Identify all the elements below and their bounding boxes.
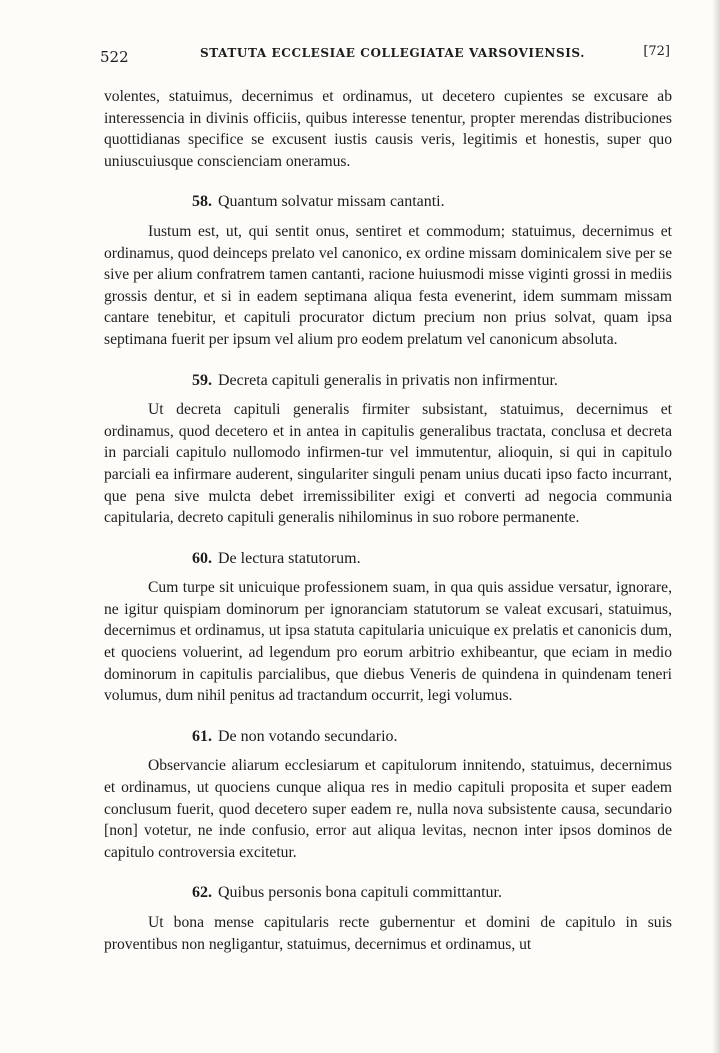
section-heading-60 (192, 548, 672, 570)
page-number: 522 (100, 48, 129, 66)
section-title: Quibus personis bona capituli committantur. (218, 884, 502, 902)
section-number: 62. (192, 884, 212, 902)
section-text-59: Ut decreta capituli generalis firmiter subsistant, statuimus, decernimus et ordinamus, quod decetero et in antea in capitulis generalibus tractata, conclusa et decreta in parciali capitulo nullomodo infirmen-tur vel immutentur, alioquin, si qui in capitulo parciali ea infirmare auderent, singulariter singuli penam unius ducati ipso facto incurrant, que pena sive mulcta debet irremissibiliter exigi et converti ad negocia communia capitularia, decreto capituli generalis nihilominus in suo robore permanente. (104, 401, 672, 527)
page-header (100, 44, 670, 64)
section-title: De non votando secundario. (218, 727, 398, 745)
section-heading-62 (192, 882, 672, 904)
section-text-62: Ut bona mense capitularis recte gubernentur et domini de capitulo in suis proventibus non negligantur, statuimus, decernimus et ordinamus, ut (104, 914, 672, 953)
section-text-58: Iustum est, ut, qui sentit onus, sentiret et commodum; statuimus, decernimus et ordinamus, quod deinceps prelato vel canonico, ex ordine missam dominicalem sive per se sive per alium confratrem tamen cantanti, racione huiusmodi misse viginti grossi in mediis grossis dentur, et si in eadem septimana aliqua festa evenerint, idem summam missam cantare tenebitur, et capituli procurator dictum precium non prius solvat, quam ipsa septimana fuerit per ipsum vel alium pro eodem prelatum vel canonicum absoluta. (104, 222, 672, 348)
section-text-60: Cum turpe sit unicuique professionem suam, in qua quis assidue versatur, ignorare, ne igitur quispiam dominorum per ignoranciam statutorum se valeat excusari, statuimus, decernimus et ordinamus, ut ipsa statuta capitularia unicuique ex prelatis et canonicis dum, et quociens voluerint, ad legendum pro eorum arbitrio exhibeantur, que eciam in medio dominorum in capitulis parcialibus, que diebus Veneris de quindena in quindenam teneri volumus, dum nihil penitus ad tractandum occurrit, legi volumus. (104, 579, 672, 705)
section-heading-61 (192, 726, 672, 748)
section-heading-59 (192, 370, 672, 392)
section-title: Quantum solvatur missam cantanti. (218, 193, 445, 211)
bracket-number: [72] (643, 44, 670, 59)
opening-paragraph: volentes, statuimus, decernimus et ordinamus, ut decetero cupientes se excusare ab interessencia in divinis officiis, quibus interesse tenentur, propter merendas distribuciones quottidianas specifice se excusent iustis causis veris, legitimis et honestis, super quo uniuscuiusque conscienciam oneramus. (104, 88, 672, 170)
section-text-61: Observancie aliarum ecclesiarum et capitulorum innitendo, statuimus, decernimus et ordinamus, ut quociens cunque aliqua res in medio capituli proposita et super eadem conclusum fuerit, quod decetero super eadem re, nulla nova subsistente causa, secundario [non] votetur, ne inde confusio, error aut aliqua levitas, necnon inter ipsos dominos de capitulo controversia excitetur. (104, 757, 672, 861)
page-edge-shadow (712, 0, 720, 1053)
running-title: STATUTA ECCLESIAE COLLEGIATAE VARSOVIENSIS. (200, 46, 586, 60)
section-title: Decreta capituli generalis in privatis non infirmentur. (218, 371, 558, 389)
section-title: De lectura statutorum. (218, 549, 361, 567)
section-number: 60. (192, 549, 212, 567)
section-number: 58. (192, 193, 212, 211)
section-number: 61. (192, 727, 212, 745)
section-heading-58 (192, 191, 672, 213)
page-body (104, 86, 672, 955)
section-number: 59. (192, 371, 212, 389)
